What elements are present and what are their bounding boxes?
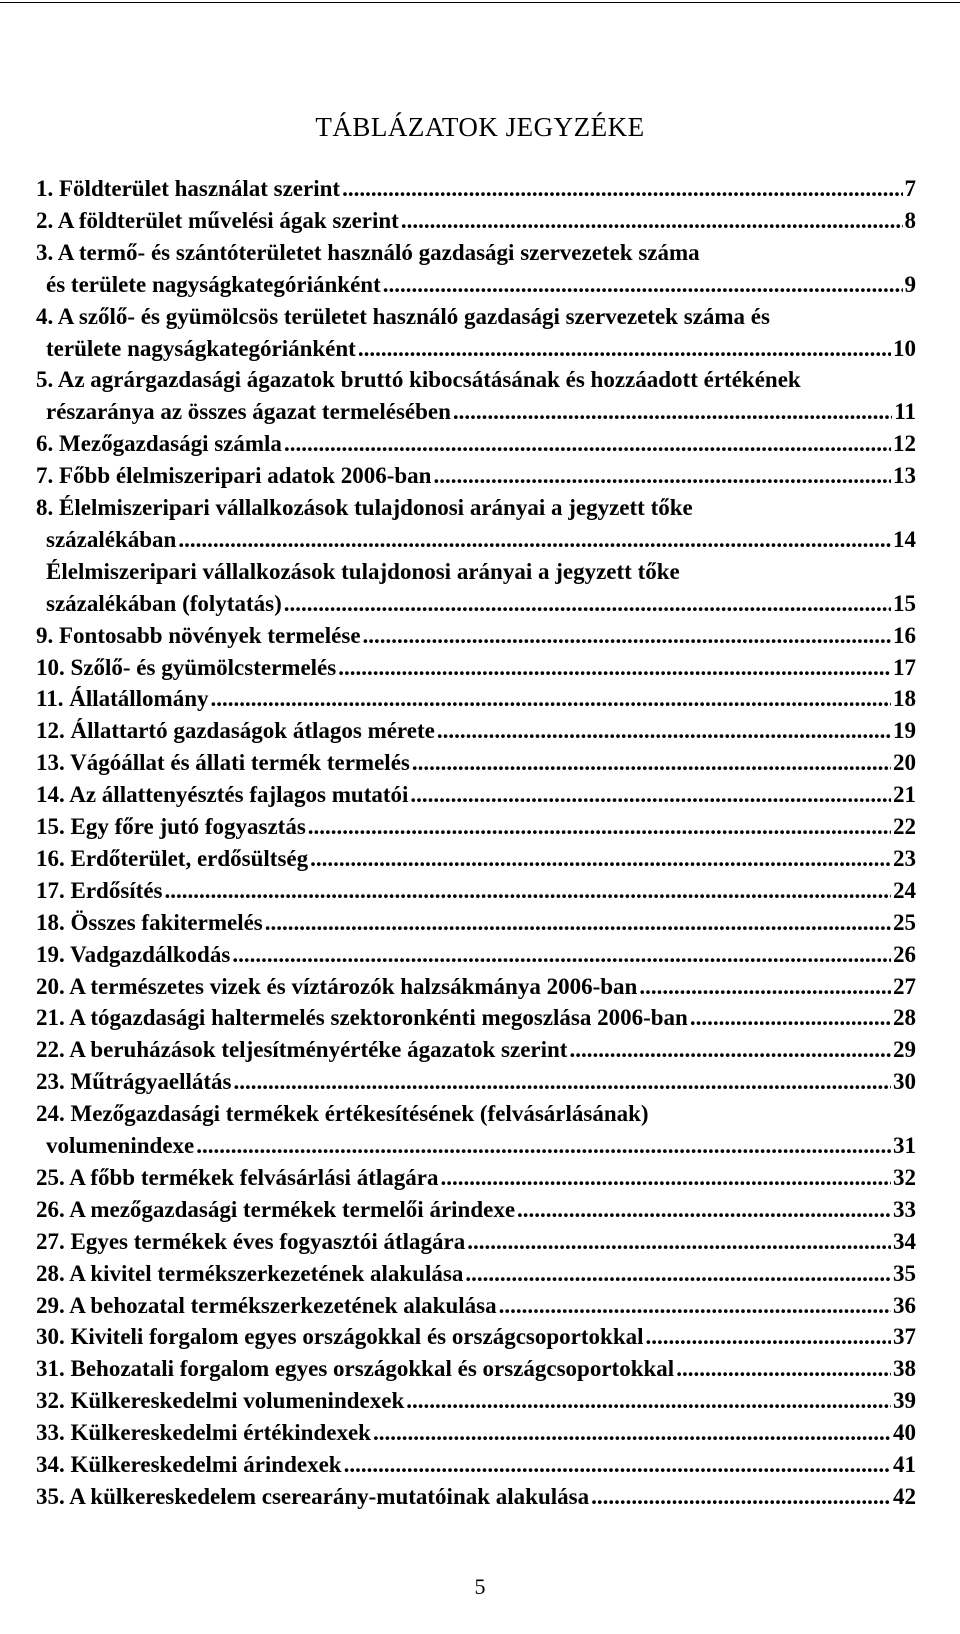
dot-leader xyxy=(342,176,902,202)
toc-entry-title: 13. Vágóállat és állati termék termelés xyxy=(36,750,410,776)
toc-entry-page: 34 xyxy=(893,1228,916,1254)
top-rule xyxy=(0,2,960,3)
dot-leader xyxy=(310,846,891,872)
dot-leader xyxy=(410,782,891,808)
dot-leader xyxy=(265,910,891,936)
toc-entry-title: 17. Erdősítés xyxy=(36,877,163,903)
toc-entry[interactable] xyxy=(46,399,916,430)
toc-entry-page: 13 xyxy=(893,463,916,489)
dot-leader xyxy=(284,431,891,457)
dot-leader xyxy=(383,272,903,298)
toc-entry-page: 32 xyxy=(893,1164,916,1190)
dot-leader xyxy=(639,974,891,1000)
toc-entry-page: 31 xyxy=(893,1133,916,1158)
toc-entry-page: 8 xyxy=(904,207,916,233)
toc-entry-page: 22 xyxy=(893,814,916,839)
toc-entry[interactable] xyxy=(36,782,916,813)
toc-entry[interactable] xyxy=(36,1069,916,1100)
toc-entry-title: 2. A földterület művelési ágak szerint xyxy=(36,207,399,233)
toc-entry-page: 29 xyxy=(893,1037,916,1063)
dot-leader xyxy=(440,1165,891,1191)
toc-entry[interactable] xyxy=(36,750,916,781)
toc-entry-page: 11 xyxy=(894,399,916,425)
toc-entry-page: 41 xyxy=(893,1452,916,1477)
dot-leader xyxy=(467,1229,891,1255)
toc-entry-title: százalékában (folytatás) xyxy=(46,590,282,616)
toc-entry[interactable] xyxy=(46,591,916,622)
dot-leader xyxy=(499,1293,891,1319)
dot-leader xyxy=(517,1197,891,1223)
toc-entry[interactable] xyxy=(36,846,916,877)
dot-leader xyxy=(676,1356,891,1382)
dot-leader xyxy=(412,750,891,776)
toc-entry[interactable] xyxy=(46,1133,916,1164)
toc-entry-title: 9. Fontosabb növények termelése xyxy=(36,622,361,648)
toc-entry-page: 42 xyxy=(893,1483,916,1509)
toc-entry-page: 39 xyxy=(893,1388,916,1414)
toc-entry[interactable] xyxy=(36,1229,916,1260)
toc-entry[interactable] xyxy=(36,1388,916,1419)
toc-entry[interactable] xyxy=(36,1101,916,1132)
toc-entry-title: 19. Vadgazdálkodás xyxy=(36,941,231,967)
toc-entry-page: 14 xyxy=(893,526,916,552)
toc-entry-title: 27. Egyes termékek éves fogyasztói átlagára xyxy=(36,1228,466,1254)
toc-entry-title: 22. A beruházások teljesítményértéke ágazatok szerint xyxy=(36,1037,568,1063)
toc-entry[interactable] xyxy=(36,304,916,335)
toc-entry-page: 27 xyxy=(893,973,916,999)
toc-entry-title: 28. A kivitel termékszerkezetének alakulása xyxy=(36,1260,464,1286)
dot-leader xyxy=(363,623,891,649)
toc-entry[interactable] xyxy=(36,1324,916,1355)
dot-leader xyxy=(401,208,903,234)
toc-entry-page: 17 xyxy=(893,654,916,680)
dot-leader xyxy=(406,1388,891,1414)
toc-entry[interactable] xyxy=(46,527,916,558)
toc-entry[interactable] xyxy=(36,367,916,398)
dot-leader xyxy=(465,1261,891,1287)
toc-entry-page: 35 xyxy=(893,1260,916,1286)
toc-entry-title: és területe nagyságkategóriánként xyxy=(46,271,381,297)
toc-entry-page: 23 xyxy=(893,845,916,871)
page-number: 5 xyxy=(474,1574,486,1599)
toc-entry-page: 18 xyxy=(893,686,916,712)
toc-entry[interactable] xyxy=(36,814,916,845)
toc-entry-page: 16 xyxy=(893,622,916,648)
toc-entry-title: 23. Műtrágyaellátás xyxy=(36,1069,232,1095)
toc-entry[interactable] xyxy=(36,1197,916,1228)
toc-entry-page: 28 xyxy=(893,1005,916,1031)
toc-entry-page: 30 xyxy=(893,1069,916,1095)
toc-entry[interactable] xyxy=(36,974,916,1005)
toc-entry-title: 12. Állattartó gazdaságok átlagos mérete xyxy=(36,718,435,744)
dot-leader xyxy=(690,1005,891,1031)
toc-entry-page: 15 xyxy=(893,590,916,616)
toc-entry-title: 4. A szőlő- és gyümölcsös területet használó gazdasági szervezetek száma és xyxy=(36,303,770,329)
dot-leader xyxy=(373,1420,891,1446)
toc-entry[interactable] xyxy=(36,942,916,973)
toc-entry-title: 7. Főbb élelmiszeripari adatok 2006-ban xyxy=(36,463,432,489)
toc-entry-page: 26 xyxy=(893,941,916,967)
toc-entry-title: Élelmiszeripari vállalkozások tulajdonosi arányai a jegyzett tőke xyxy=(46,558,680,584)
dot-leader xyxy=(591,1484,891,1510)
toc-entry-title: 30. Kiviteli forgalom egyes országokkal és országcsoportokkal xyxy=(36,1324,644,1350)
toc-entry-title: 21. A tógazdasági haltermelés szektoronkénti megoszlása 2006-ban xyxy=(36,1005,688,1031)
toc-entry[interactable] xyxy=(36,1165,916,1196)
toc-entry[interactable] xyxy=(36,1037,916,1068)
toc-entry-title: 33. Külkereskedelmi értékindexek xyxy=(36,1420,371,1446)
toc-entry-title: volumenindexe xyxy=(46,1133,195,1158)
page-title: TÁBLÁZATOK JEGYZÉKE xyxy=(315,112,645,142)
toc-entry-page: 21 xyxy=(893,782,916,808)
toc-entry-title: részaránya az összes ágazat termelésében xyxy=(46,399,451,425)
toc-entry-page: 9 xyxy=(904,271,916,297)
dot-leader xyxy=(165,878,892,904)
toc-entry-title: területe nagyságkategóriánként xyxy=(46,335,356,361)
dot-leader xyxy=(453,399,892,425)
dot-leader xyxy=(433,463,891,489)
toc-entry-title: 6. Mezőgazdasági számla xyxy=(36,431,282,457)
toc-entry-title: 16. Erdőterület, erdősültség xyxy=(36,845,309,871)
dot-leader xyxy=(358,336,891,362)
toc-entry[interactable] xyxy=(36,878,916,909)
dot-leader xyxy=(308,814,891,840)
toc-entry-title: 10. Szőlő- és gyümölcstermelés xyxy=(36,654,337,680)
toc-entry-page: 40 xyxy=(893,1420,916,1446)
toc-entry-title: 26. A mezőgazdasági termékek termelői árindexe xyxy=(36,1196,516,1222)
toc-entry-title: 18. Összes fakitermelés xyxy=(36,909,263,935)
toc-entry-title: 8. Élelmiszeripari vállalkozások tulajdonosi arányai a jegyzett tőke xyxy=(36,495,693,520)
toc-entry-page: 36 xyxy=(893,1292,916,1318)
toc-entry-title: 1. Földterület használat szerint xyxy=(36,176,341,201)
toc-entry-title: százalékában xyxy=(46,526,177,552)
dot-leader xyxy=(646,1324,891,1350)
toc-entry-page: 7 xyxy=(904,176,916,201)
toc-entry-title: 31. Behozatali forgalom egyes országokkal és országcsoportokkal xyxy=(36,1356,675,1382)
dot-leader xyxy=(344,1452,891,1478)
toc-entry-title: 5. Az agrárgazdasági ágazatok bruttó kibocsátásának és hozzáadott értékének xyxy=(36,367,801,393)
toc-entry[interactable] xyxy=(36,240,916,271)
toc-entry[interactable] xyxy=(36,718,916,749)
toc-entry-title: 25. A főbb termékek felvásárlási átlagára xyxy=(36,1164,439,1190)
toc-entry[interactable] xyxy=(36,655,916,686)
toc-entry[interactable] xyxy=(36,208,916,239)
toc-entry-title: 15. Egy főre jutó fogyasztás xyxy=(36,814,306,839)
toc-entry-page: 12 xyxy=(893,431,916,457)
toc-entry-title: 29. A behozatal termékszerkezetének alakulása xyxy=(36,1292,497,1318)
toc-entry[interactable] xyxy=(36,1005,916,1036)
dot-leader xyxy=(178,527,891,553)
toc-entry-title: 11. Állatállomány xyxy=(36,686,209,712)
dot-leader xyxy=(437,718,891,744)
toc-entry-page: 19 xyxy=(893,718,916,744)
toc-entry[interactable] xyxy=(46,336,916,367)
dot-leader xyxy=(232,942,891,968)
toc-entry-title: 3. A termő- és szántóterületet használó gazdasági szervezetek száma xyxy=(36,239,700,265)
toc-entry[interactable] xyxy=(36,176,916,207)
toc-entry[interactable] xyxy=(36,623,916,654)
toc-entry-page: 10 xyxy=(893,335,916,361)
dot-leader xyxy=(196,1133,891,1159)
toc-entry[interactable] xyxy=(36,1452,916,1483)
toc-entry[interactable] xyxy=(36,463,916,494)
toc-entry[interactable] xyxy=(36,1484,916,1515)
toc-entry[interactable] xyxy=(36,495,916,526)
toc-entry-title: 35. A külkereskedelem cserearány-mutatóinak alakulása xyxy=(36,1483,590,1509)
toc-entry-page: 25 xyxy=(893,909,916,935)
toc-entry-page: 33 xyxy=(893,1196,916,1222)
dot-leader xyxy=(233,1069,891,1095)
toc-entry-title: 24. Mezőgazdasági termékek értékesítésének (felvásárlásának) xyxy=(36,1101,649,1127)
toc-entry[interactable] xyxy=(36,686,916,717)
dot-leader xyxy=(284,591,891,617)
toc-entry-page: 20 xyxy=(893,750,916,776)
toc-entry-page: 37 xyxy=(893,1324,916,1350)
toc-entry-title: 32. Külkereskedelmi volumenindexek xyxy=(36,1388,405,1414)
toc-entry[interactable] xyxy=(36,1356,916,1387)
toc-entry[interactable] xyxy=(46,559,916,590)
dot-leader xyxy=(211,686,891,712)
toc-entry-title: 20. A természetes vizek és víztározók halzsákmánya 2006-ban xyxy=(36,973,638,999)
toc-entry-page: 24 xyxy=(893,877,916,903)
toc-entry[interactable] xyxy=(36,1261,916,1292)
dot-leader xyxy=(338,655,891,681)
toc-entry[interactable] xyxy=(46,272,916,303)
toc-entry-page: 38 xyxy=(893,1356,916,1382)
toc-entry[interactable] xyxy=(36,1293,916,1324)
toc-entry[interactable] xyxy=(36,431,916,462)
toc-entry[interactable] xyxy=(36,1420,916,1451)
toc-entry[interactable] xyxy=(36,910,916,941)
toc-entry-title: 34. Külkereskedelmi árindexek xyxy=(36,1452,342,1477)
dot-leader xyxy=(569,1037,891,1063)
toc-entry-title: 14. Az állattenyésztés fajlagos mutatói xyxy=(36,782,409,808)
